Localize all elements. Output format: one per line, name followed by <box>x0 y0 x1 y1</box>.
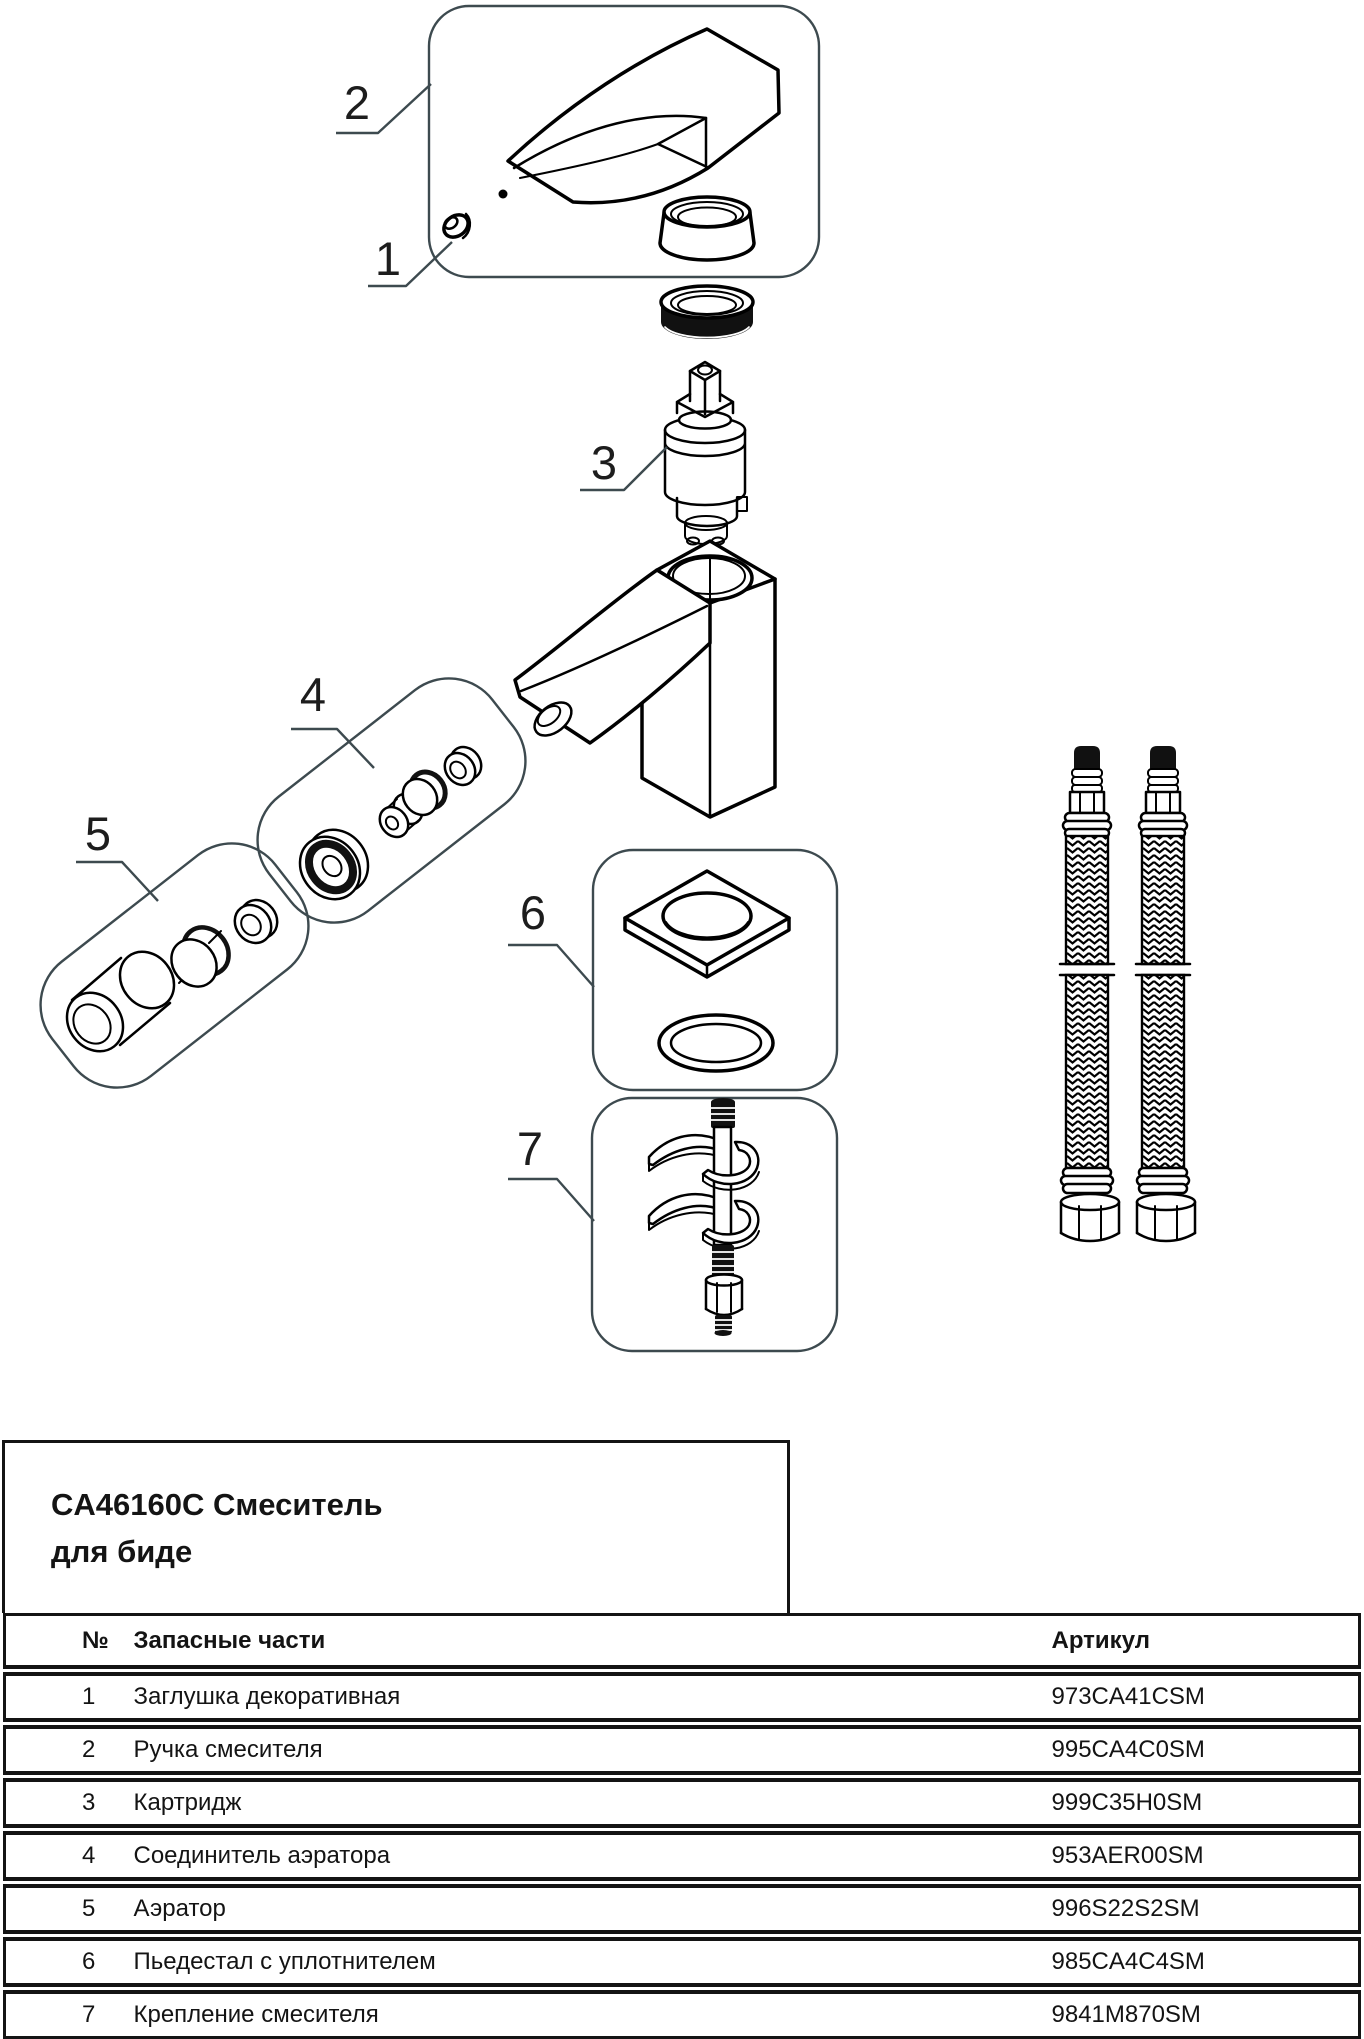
column-header-name: Запасные части <box>133 1626 326 1654</box>
callout-4-label: 4 <box>299 668 327 721</box>
spec-title-box <box>2 1440 790 1613</box>
row-name: Аэратор <box>132 1883 1052 1936</box>
callout-7-label: 7 <box>516 1122 544 1175</box>
table-header-row <box>5 1615 1360 1671</box>
callout-7 <box>508 1122 594 1221</box>
callout-5 <box>76 807 158 901</box>
row-article: 999C35H0SM <box>1052 1777 1360 1830</box>
column-header-num: № <box>82 1626 109 1654</box>
callout-2-label: 2 <box>343 76 371 129</box>
table-row <box>5 1777 1360 1830</box>
handle-set-screw-dot <box>499 190 508 199</box>
hose-right-drawing <box>1136 746 1195 1241</box>
row-article: 985CA4C4SM <box>1052 1936 1360 1989</box>
row-num: 1 <box>5 1671 132 1724</box>
part-1-decorative-plug-drawing <box>440 210 473 241</box>
part-5-aerator-drawing <box>55 893 284 1063</box>
table-row <box>5 1936 1360 1989</box>
callout-3-label: 3 <box>590 436 618 489</box>
part-6-pedestal-drawing <box>625 871 789 1071</box>
callout-2 <box>336 76 431 133</box>
cartridge-lock-nut-drawing <box>661 286 753 347</box>
row-name: Ручка смесителя <box>132 1724 1052 1777</box>
callout-1 <box>368 232 452 286</box>
handle-trim-ring-drawing <box>660 197 754 260</box>
callout-7-leader-line <box>508 1179 594 1221</box>
part-4-group-box <box>235 656 547 944</box>
column-header-article: Артикул <box>1051 1626 1150 1654</box>
row-name: Картридж <box>132 1777 1052 1830</box>
row-article: 995CA4C0SM <box>1052 1724 1360 1777</box>
hose-left-drawing <box>1060 746 1119 1241</box>
table-row <box>5 1830 1360 1883</box>
callout-4-leader-line <box>291 729 374 768</box>
faucet-body-drawing <box>515 541 775 817</box>
callout-5-label: 5 <box>84 807 112 860</box>
table-row <box>5 1724 1360 1777</box>
table-row <box>5 1883 1360 1936</box>
row-num: 4 <box>5 1830 132 1883</box>
part-7-mounting-drawing <box>649 1098 759 1336</box>
row-name: Соединитель аэратора <box>132 1830 1052 1883</box>
spare-parts-table <box>3 1613 1361 2039</box>
row-name: Пьедестал с уплотнителем <box>132 1936 1052 1989</box>
row-num: 2 <box>5 1724 132 1777</box>
callout-6-label: 6 <box>519 886 547 939</box>
part-2-handle-drawing <box>499 29 780 203</box>
spec-title-line2: для биде <box>51 1534 193 1569</box>
callout-6 <box>508 886 594 987</box>
row-article: 996S22S2SM <box>1052 1883 1360 1936</box>
row-num: 6 <box>5 1936 132 1989</box>
spec-title-line1: CA46160C Смеситель <box>51 1487 383 1522</box>
row-name: Крепление смесителя <box>132 1989 1052 2038</box>
row-name: Заглушка декоративная <box>132 1671 1052 1724</box>
row-num: 3 <box>5 1777 132 1830</box>
callout-1-label: 1 <box>374 232 402 285</box>
row-article: 973CA41CSM <box>1052 1671 1360 1724</box>
callout-4 <box>291 668 374 768</box>
row-num: 5 <box>5 1883 132 1936</box>
table-row <box>5 1989 1360 2038</box>
row-num: 7 <box>5 1989 132 2038</box>
callout-6-leader-line <box>508 945 594 987</box>
row-article: 9841M870SM <box>1052 1989 1360 2038</box>
row-article: 953AER00SM <box>1052 1830 1360 1883</box>
table-row <box>5 1671 1360 1724</box>
callout-3 <box>580 436 667 490</box>
part-3-cartridge-drawing <box>665 362 747 545</box>
